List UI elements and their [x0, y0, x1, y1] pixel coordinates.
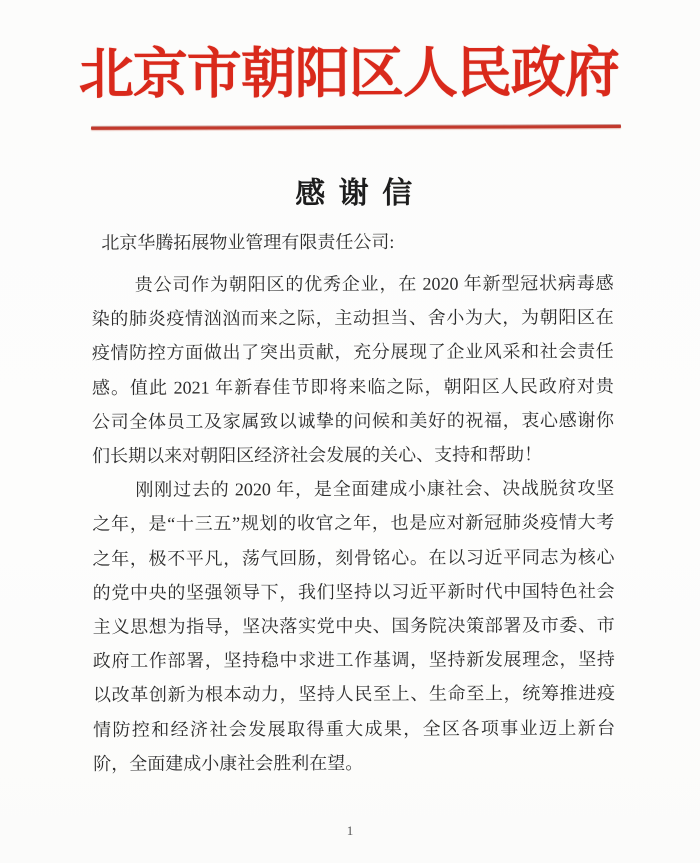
body-line: 的党中央的坚强领导下，我们坚持以习近平新时代中国特色社会: [92, 580, 615, 603]
letter-body: [91, 266, 615, 781]
body-line: 贵公司作为朝阳区的优秀企业，在 2020 年新型冠状病毒感: [134, 273, 614, 295]
body-line: 以改革创新为根本动力，坚持人民至上、生命至上，统筹推进疫: [92, 683, 616, 706]
letterhead-divider: [91, 125, 621, 130]
body-line: 刚刚过去的 2020 年，是全面建成小康社会、决战脱贫攻坚: [135, 478, 615, 500]
body-line: 政府工作部署，坚持稳中求进工作基调，坚持新发展理念，坚持: [92, 649, 615, 672]
body-line: 染的肺炎疫情汹汹而来之际，主动担当、舍小为大，为朝阳区在: [91, 307, 614, 330]
body-line: 们长期以来对朝阳区经济社会发展的关心、支持和帮助！: [92, 444, 543, 466]
page-number: 1: [346, 823, 354, 838]
letterhead-title: 北京市朝阳区人民政府: [78, 42, 619, 105]
body-line: 之年，极不平凡，荡气回肠，刻骨铭心。在以习近平同志为核心: [92, 546, 615, 569]
body-line: 感。值此 2021 年新春佳节即将来临之际，朝阳区人民政府对贵: [91, 375, 614, 398]
letter-content: [0, 41, 700, 781]
body-line: 公司全体员工及家属致以诚挚的问候和美好的祝福，衷心感谢你: [92, 409, 615, 432]
letter-title: 感 谢 信: [295, 176, 414, 211]
body-line: 之年，是“十三五”规划的收官之年，也是应对新冠肺炎疫情大考: [92, 512, 615, 535]
body-line: 疫情防控方面做出了突出贡献，充分展现了企业风采和社会责任: [91, 341, 614, 364]
body-line: 阶，全面建成小康社会胜利在望。: [93, 752, 364, 774]
body-line: 情防控和经济社会发展取得重大成果，全区各项事业迈上新台: [93, 717, 616, 740]
body-line: 主义思想为指导，坚决落实党中央、国务院决策部署及市委、市: [92, 615, 615, 637]
addressee: 北京华腾拓展物业管理有限责任公司:: [101, 231, 395, 253]
